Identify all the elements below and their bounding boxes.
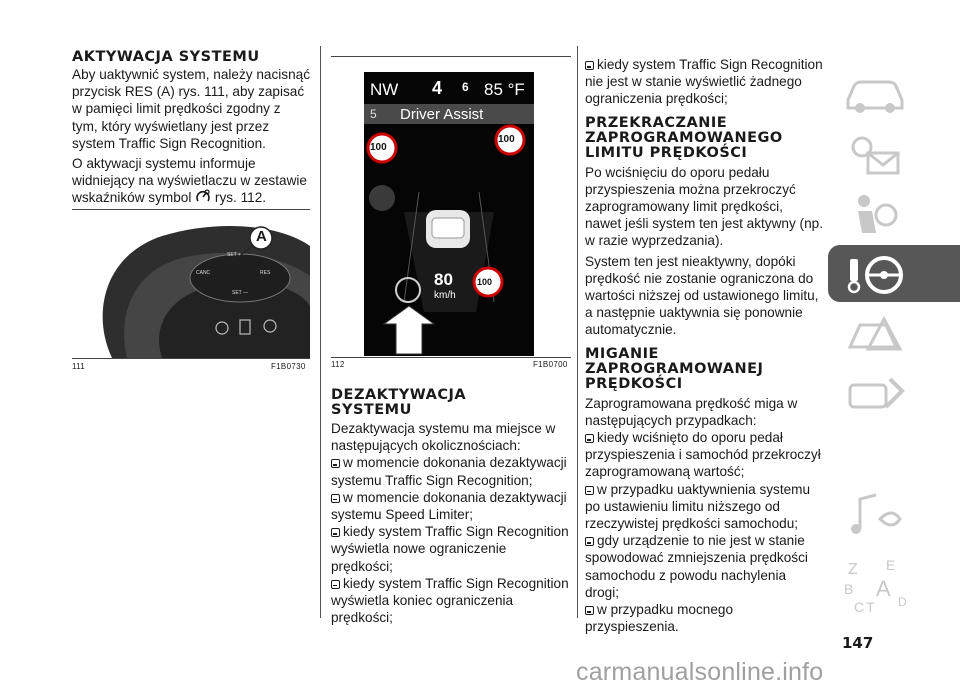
section-heading-line: PRZEKRACZANIE xyxy=(585,114,728,131)
text-line: przycisk RES (A) rys. 111, aby zapisać xyxy=(72,84,305,100)
figure-bottom-rule xyxy=(331,357,571,358)
bullet-icon xyxy=(331,528,340,537)
bullet-text: kiedy system Traffic Sign Recognition xyxy=(343,575,569,591)
text-line: Po wciśnięciu do oporu pedału xyxy=(585,164,770,180)
speed-limit-sign: 100 xyxy=(498,134,515,145)
text-line: systemu Traffic Sign Recognition; xyxy=(331,472,533,488)
bullet-line xyxy=(331,454,571,471)
text-line: samochodu z powodu nachylenia xyxy=(585,567,787,583)
set-minus-button-label: SET — xyxy=(232,290,249,296)
text-line: drogi; xyxy=(585,584,620,600)
tab-car-overview[interactable] xyxy=(828,64,960,121)
text-line: zaprogramowany limit prędkości, xyxy=(585,199,783,215)
bullet-line xyxy=(331,575,571,592)
text-line: prędkość nie zostanie ograniczona do xyxy=(585,270,814,286)
index-icon xyxy=(840,556,920,614)
bullet-text: w momencie dokonania dezaktywacji xyxy=(343,489,567,505)
text-line: widniejący na wyświetlaczu w zestawie xyxy=(72,173,307,189)
bullet-icon xyxy=(585,537,594,546)
section-heading-line: ZAPROGRAMOWANEGO xyxy=(585,129,783,146)
text-line: prędkości; xyxy=(331,558,393,574)
multimedia-icon xyxy=(840,489,910,539)
emergency-icon xyxy=(840,309,910,359)
text-line: następujących okolicznościach: xyxy=(331,438,521,454)
column-divider xyxy=(320,46,321,618)
bullet-text: kiedy system Traffic Sign Recognition xyxy=(343,524,569,540)
figure-steering-wheel xyxy=(72,216,310,358)
bullet-line xyxy=(585,429,825,446)
tab-maintenance[interactable] xyxy=(828,365,960,422)
maintenance-icon xyxy=(840,369,910,419)
bullet-icon xyxy=(331,494,340,503)
warning-lights-icon xyxy=(840,129,910,179)
starting-driving-icon xyxy=(840,249,910,299)
text-line: po ustawieniu limitu niższego od xyxy=(585,498,780,514)
text-line: przyspieszenia można przekroczyć xyxy=(585,181,796,197)
tab-warning-lights[interactable] xyxy=(828,125,960,182)
text-line: system Traffic Sign Recognition. xyxy=(72,135,266,151)
figure-number: 111 xyxy=(72,362,86,371)
figure-callout-a: A xyxy=(256,228,267,245)
speed-limit-sign: 100 xyxy=(477,277,493,287)
column-divider xyxy=(577,46,578,618)
outside-temperature: 85 °F xyxy=(484,80,525,99)
index-letter-t: T xyxy=(866,599,875,614)
section-heading-line: ZAPROGRAMOWANEJ xyxy=(585,360,764,377)
text-line: Aby uaktywnić system, należy nacisnąć xyxy=(72,67,310,82)
text-line: wyświetla koniec ograniczenia xyxy=(331,593,514,609)
index-letter-z: Z xyxy=(848,561,858,578)
text-line: systemu Speed Limiter; xyxy=(331,507,474,523)
compass-heading: NW xyxy=(370,80,399,99)
index-letter-b: B xyxy=(844,581,854,597)
bullet-icon xyxy=(585,486,594,495)
section-heading-line: LIMITU PRĘDKOŚCI xyxy=(585,144,748,161)
bullet-line xyxy=(331,523,571,540)
section-heading-line: PRĘDKOŚCI xyxy=(585,375,683,392)
text-line: tym, który wyświetlany jest przez xyxy=(72,118,270,134)
page-number: 147 xyxy=(842,634,874,652)
tab-starting-driving[interactable] xyxy=(828,245,960,302)
text-line: a następnie uaktywnia się ponownie xyxy=(585,305,803,321)
index-letter-a: A xyxy=(876,576,891,601)
set-plus-button-label: SET + xyxy=(227,252,241,258)
bullet-icon xyxy=(331,580,340,589)
bullet-line xyxy=(585,56,825,73)
text-line: wyświetla nowe ograniczenie xyxy=(331,541,507,557)
watermark: carmanualsonline.info xyxy=(576,658,824,686)
index-letter-c: C xyxy=(854,599,865,614)
bullet-text: kiedy system Traffic Sign Recognition xyxy=(597,57,823,72)
section-heading-line: DEZAKTYWACJA xyxy=(331,387,467,403)
text-line: w razie wyprzedzania). xyxy=(585,233,724,249)
figure-driver-assist-display xyxy=(364,72,534,356)
figure-top-rule xyxy=(72,209,310,210)
figure-bottom-rule xyxy=(72,358,310,359)
display-title: Driver Assist xyxy=(400,106,484,123)
text-line: nie jest w stanie wyświetlić żadnego xyxy=(585,74,802,90)
text-line: w pamięci limit prędkości zgodny z xyxy=(72,101,281,117)
res-button-label: RES xyxy=(260,270,271,276)
index-letter-d: D xyxy=(898,595,907,609)
menu-index: 5 xyxy=(370,107,377,121)
text-line xyxy=(72,189,322,206)
figure-number: 112 xyxy=(331,360,345,369)
bullet-text: w przypadku uaktywnienia systemu xyxy=(597,481,811,497)
bullet-line xyxy=(585,532,825,549)
bullet-icon xyxy=(331,459,340,468)
canc-button-label: CANC xyxy=(196,270,211,276)
bullet-line xyxy=(585,481,825,498)
gear-indicator: 4 xyxy=(432,78,443,98)
text-line: automatycznie. xyxy=(585,322,677,338)
speed-value: 80 xyxy=(434,270,453,289)
steering-wheel-illustration xyxy=(72,216,310,358)
index-letter-e: E xyxy=(886,557,896,573)
text-line: rzeczywistej prędkości samochodu; xyxy=(585,516,799,532)
text-line: następujących przypadkach: xyxy=(585,412,757,428)
bullet-text: w momencie dokonania dezaktywacji xyxy=(343,455,567,471)
text-line: przyspieszenia. xyxy=(585,619,679,635)
section-deactivation xyxy=(331,388,571,626)
text-fragment: wskaźników symbol xyxy=(72,190,192,206)
figure-code: F1B0700 xyxy=(533,360,568,369)
text-fragment: rys. 112. xyxy=(214,190,267,206)
bullet-text: gdy urządzenie to nie jest w stanie xyxy=(597,533,805,549)
tab-safety[interactable] xyxy=(828,185,960,242)
section-heading-line: SYSTEMU xyxy=(331,402,412,418)
bullet-icon xyxy=(585,606,594,615)
section-heading-line: MIGANIE xyxy=(585,345,659,362)
car-overview-icon xyxy=(840,68,910,118)
gear-indicator-small: 6 xyxy=(462,80,469,94)
figure-top-rule xyxy=(331,56,571,57)
column-3 xyxy=(585,56,825,635)
bullet-text: w przypadku mocnego xyxy=(597,602,734,618)
text-line: prędkości; xyxy=(331,610,393,626)
text-line: ograniczenia prędkości; xyxy=(585,91,728,107)
bullet-line xyxy=(585,601,825,618)
text-line: Dezaktywacja systemu ma miejsce w xyxy=(331,421,556,436)
text-line: zaprogramowaną wartość; xyxy=(585,464,745,480)
speed-limit-symbol-icon xyxy=(195,189,211,203)
figure-code: F1B0730 xyxy=(271,362,306,371)
text-line: wartości niższej od ustawionego limitu, xyxy=(585,288,819,304)
text-line: Zaprogramowana prędkość miga w xyxy=(585,395,798,411)
text-line: przyspieszenia i samochód przekroczył xyxy=(585,447,821,463)
text-line: O aktywacji systemu informuje xyxy=(72,156,256,172)
tab-index[interactable] xyxy=(828,552,960,614)
text-line: nawet jeśli system ten jest aktywny (np. xyxy=(585,216,823,232)
speed-limit-sign: 100 xyxy=(370,142,387,153)
speed-unit: km/h xyxy=(434,290,456,301)
safety-airbag-icon xyxy=(840,189,910,239)
section-heading-activation: AKTYWACJA SYSTEMU xyxy=(72,49,260,65)
tab-emergency[interactable] xyxy=(828,305,960,362)
text-line: System ten jest nieaktywny, dopóki xyxy=(585,253,796,269)
tab-multimedia[interactable] xyxy=(828,485,960,542)
text-line: spowodować zmniejszenia prędkości xyxy=(585,550,808,566)
bullet-line xyxy=(331,489,571,506)
bullet-text: kiedy wciśnięto do oporu pedał xyxy=(597,430,783,446)
bullet-icon xyxy=(585,61,594,70)
bullet-icon xyxy=(585,434,594,443)
